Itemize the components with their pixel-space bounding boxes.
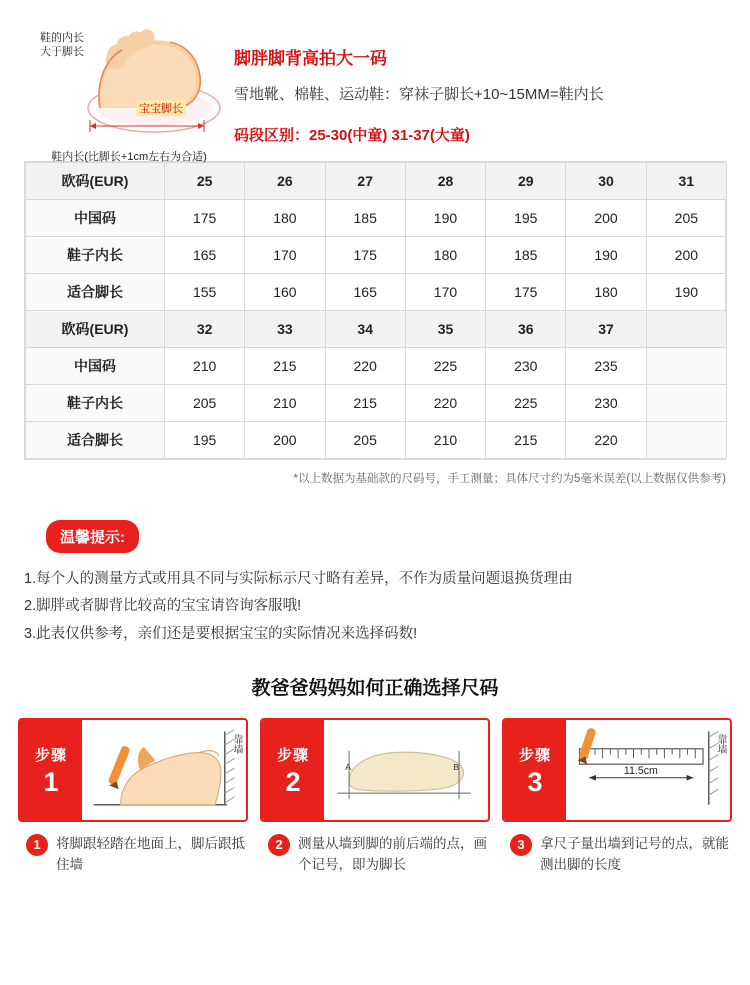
table-cell: 205: [165, 385, 245, 422]
step-badge-word: 步骤: [518, 747, 551, 765]
table-cell: 225: [486, 385, 566, 422]
table-head-cell: 31: [646, 163, 726, 200]
table-head-label: 欧码(EUR): [26, 163, 165, 200]
table-cell: 220: [566, 422, 646, 459]
table-cell: 235: [566, 348, 646, 385]
table-cell: 165: [165, 237, 245, 274]
table-head-cell: 34: [325, 311, 405, 348]
step-1-wall-label: 靠墙: [231, 734, 242, 755]
step-3-caption: [502, 834, 732, 876]
step-3-card: [502, 718, 732, 822]
table-cell: 215: [245, 348, 325, 385]
foot-diagram-bottom-caption: 鞋内长(比脚长+1cm左右为合适): [51, 151, 207, 163]
step-2-caption-text: 测量从墙到脚的前后端的点，画个记号，即为脚长: [298, 836, 487, 873]
table-cell: 230: [566, 385, 646, 422]
table-head-label: 欧码(EUR): [26, 311, 165, 348]
table-head-cell: 33: [245, 311, 325, 348]
step-1-card: [18, 718, 248, 822]
step-1-caption-text: 将脚跟轻踏在地面上，脚后跟抵住墙: [56, 836, 245, 873]
foot-diagram: [24, 18, 234, 163]
step-badge-word: 步骤: [34, 747, 67, 765]
table-cell: 200: [566, 200, 646, 237]
step-1-illustration: [82, 720, 246, 820]
table-cell: 215: [325, 385, 405, 422]
table-cell: 190: [405, 200, 485, 237]
step-3-measure-label: 11.5cm: [623, 764, 658, 777]
list-item: 3.此表仅供参考，亲们还是要根据宝宝的实际情况来选择码数!: [24, 625, 418, 642]
step-3-badge: [504, 720, 566, 820]
table-head-cell: 25: [165, 163, 245, 200]
ruler-measure-icon: [566, 720, 730, 820]
table-head-cell: 26: [245, 163, 325, 200]
table-cell: 180: [566, 274, 646, 311]
step-badge-number: 1: [43, 767, 59, 798]
step-3-illustration: [566, 720, 730, 820]
step-1-badge: [20, 720, 82, 820]
table-cell-empty: [646, 385, 726, 422]
intro-segments: 码段区别：25-30(中童) 31-37(大童): [234, 127, 470, 144]
table-cell: 185: [325, 200, 405, 237]
table-row: [26, 422, 727, 459]
table-cell: 175: [486, 274, 566, 311]
step-3: [502, 718, 732, 876]
table-cell: 220: [325, 348, 405, 385]
table-cell: 205: [325, 422, 405, 459]
step-2-illustration: [324, 720, 488, 820]
table-cell: 195: [165, 422, 245, 459]
table-cell: 180: [245, 200, 325, 237]
step-2-card: [260, 718, 490, 822]
table-cell: 210: [405, 422, 485, 459]
intro-subline: 雪地靴、棉鞋、运动鞋：穿袜子脚长+10~15MM=鞋内长: [234, 86, 604, 103]
table-note: *以上数据为基础款的尺码号，手工测量；具体尺寸约为5毫米误差(以上数据仅供参考): [293, 473, 726, 485]
step-2: [260, 718, 490, 876]
step-2-caption: [260, 834, 490, 876]
step-badge-number: 3: [527, 767, 543, 798]
table-cell: 195: [486, 200, 566, 237]
table-row-label: 中国码: [26, 348, 165, 385]
table-head-cell: 32: [165, 311, 245, 348]
table-cell: 210: [165, 348, 245, 385]
top-section: [0, 0, 750, 163]
table-cell: 230: [486, 348, 566, 385]
table-cell: 190: [566, 237, 646, 274]
table-head-cell: 36: [486, 311, 566, 348]
table-cell: 220: [405, 385, 485, 422]
table-cell: 155: [165, 274, 245, 311]
table-cell: 205: [646, 200, 726, 237]
table-cell-empty: [646, 422, 726, 459]
list-item: 1.每个人的测量方式或用具不同与实际标示尺寸略有差异，不作为质量问题退换货理由: [24, 571, 573, 587]
table-head-cell: 37: [566, 311, 646, 348]
table-head-cell: 29: [486, 163, 566, 200]
tips-badge: 温馨提示:: [46, 520, 139, 553]
table-cell: 190: [646, 274, 726, 311]
table-cell: 185: [486, 237, 566, 274]
table-row: [26, 385, 727, 422]
size-table-wrapper: [24, 161, 726, 460]
table-row: [26, 163, 727, 200]
table-row-label: 适合脚长: [26, 422, 165, 459]
steps-container: [18, 718, 732, 876]
table-cell: 210: [245, 385, 325, 422]
foot-diagram-top-caption: 鞋的内长 大于脚长: [40, 32, 84, 58]
step-3-caption-number: 3: [510, 834, 532, 856]
foot-illustration-icon: [70, 24, 230, 142]
table-row-label: 适合脚长: [26, 274, 165, 311]
table-head-cell: 35: [405, 311, 485, 348]
step-2-caption-number: 2: [268, 834, 290, 856]
table-cell-empty: [646, 348, 726, 385]
list-item: 2.脚胖或者脚背比较高的宝宝请咨询客服哦!: [24, 598, 302, 615]
intro-headline: 脚胖脚背高拍大一码: [234, 49, 387, 68]
table-row-label: 鞋子内长: [26, 237, 165, 274]
step-2-badge: [262, 720, 324, 820]
step-3-wall-label: 靠墙: [715, 734, 726, 755]
step-badge-number: 2: [285, 767, 301, 798]
svg-text:B: B: [453, 762, 460, 773]
table-cell: 170: [245, 237, 325, 274]
step-1-caption: [18, 834, 248, 876]
table-cell: 225: [405, 348, 485, 385]
intro-text: [234, 18, 726, 145]
table-cell: 200: [646, 237, 726, 274]
table-head-cell: 27: [325, 163, 405, 200]
steps-section-title: 教爸爸妈妈如何正确选择尺码: [251, 678, 499, 700]
tips-list: [24, 567, 726, 647]
table-row: [26, 237, 727, 274]
table-cell: 175: [325, 237, 405, 274]
table-head-cell: 28: [405, 163, 485, 200]
table-cell: 160: [245, 274, 325, 311]
table-cell: 200: [245, 422, 325, 459]
table-cell: 170: [405, 274, 485, 311]
table-row-label: 中国码: [26, 200, 165, 237]
foot-against-wall-icon: [82, 720, 246, 820]
table-row: [26, 311, 727, 348]
table-head-cell-empty: [646, 311, 726, 348]
step-badge-word: 步骤: [276, 747, 309, 765]
step-3-caption-text: 拿尺子量出墙到记号的点，就能测出脚的长度: [540, 836, 729, 873]
table-cell: 215: [486, 422, 566, 459]
table-cell: 175: [165, 200, 245, 237]
table-row-label: 鞋子内长: [26, 385, 165, 422]
step-1-caption-number: 1: [26, 834, 48, 856]
svg-text:A: A: [345, 762, 352, 773]
step-1: [18, 718, 248, 876]
table-row: [26, 200, 727, 237]
table-head-cell: 30: [566, 163, 646, 200]
foot-length-label: 宝宝脚长: [136, 100, 186, 116]
table-cell: 180: [405, 237, 485, 274]
table-row: [26, 348, 727, 385]
footprint-marks-icon: [324, 720, 488, 820]
table-cell: 165: [325, 274, 405, 311]
table-row: [26, 274, 727, 311]
size-table: [25, 162, 727, 459]
